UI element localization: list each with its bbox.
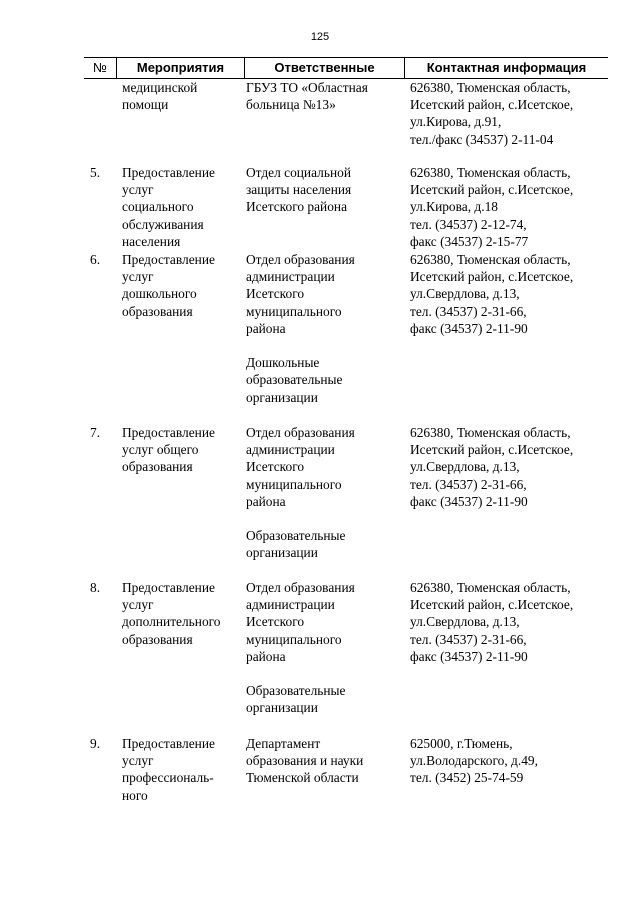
- cell-line: ул.Свердлова, д.13,: [410, 286, 520, 302]
- cell-line: Предоставление: [122, 252, 215, 267]
- contact-cell: [410, 579, 608, 665]
- cell-line: 626380, Тюменская область,: [410, 425, 571, 440]
- cell-line: муниципального: [246, 476, 342, 492]
- cell-line: услуг: [122, 753, 154, 769]
- cell-line: Исетского: [246, 286, 305, 302]
- cell-line: Предоставление: [122, 736, 215, 751]
- cell-line: ул.Кирова, д.18: [410, 199, 498, 215]
- event-cell: [122, 579, 248, 648]
- cell-line: факс (34537) 2-11-90: [410, 648, 528, 664]
- cell-line: образования: [122, 303, 193, 319]
- cell-line: дошкольного: [122, 286, 197, 302]
- cell-line: тел. (34537) 2-31-66,: [410, 303, 527, 319]
- cell-line: тел. (34537) 2-31-66,: [410, 476, 527, 492]
- event-cell: [122, 79, 248, 113]
- cell-line: администрации: [246, 442, 335, 458]
- responsible-cell: [246, 164, 406, 216]
- contact-cell: [410, 735, 608, 787]
- cell-line: организации: [246, 700, 318, 716]
- cell-line: района: [246, 648, 286, 664]
- cell-line: Исетский район, с.Исетское,: [410, 182, 574, 198]
- cell-line: образования: [122, 631, 193, 647]
- cell-line: организации: [246, 389, 318, 405]
- cell-line: тел. (34537) 2-12-74,: [410, 216, 527, 232]
- cell-line: муниципального: [246, 631, 342, 647]
- cell-line: медицинской: [122, 80, 198, 95]
- cell-line: образования и науки: [246, 753, 364, 769]
- cell-line: ул.Кирова, д.91,: [410, 114, 502, 130]
- row-number: 5.: [90, 165, 101, 180]
- cell-line: профессиональ-: [122, 770, 214, 786]
- line-gap: [246, 665, 406, 682]
- row-number: 6.: [90, 252, 101, 267]
- cell-line: Исетского района: [246, 199, 348, 215]
- cell-line: факс (34537) 2-11-90: [410, 320, 528, 336]
- cell-line: Исетский район, с.Исетское,: [410, 442, 574, 458]
- cell-line: тел. (34537) 2-31-66,: [410, 631, 527, 647]
- cell-line: Образовательные: [246, 683, 346, 699]
- cell-line: Предоставление: [122, 580, 215, 595]
- cell-line: Предоставление: [122, 425, 215, 440]
- cell-line: услуг: [122, 269, 154, 285]
- responsible-cell: [246, 251, 406, 406]
- cell-line: Тюменской области: [246, 770, 359, 786]
- cell-line: образования: [122, 459, 193, 475]
- cell-line: 626380, Тюменская область,: [410, 165, 571, 180]
- cell-line: Отдел социальной: [246, 165, 351, 180]
- cell-line: Отдел образования: [246, 425, 355, 440]
- cell-line: района: [246, 493, 286, 509]
- cell-line: Департамент: [246, 736, 321, 751]
- row-number: 8.: [90, 580, 101, 595]
- cell-line: тел./факс (34537) 2-11-04: [410, 131, 554, 147]
- responsible-cell: [246, 735, 406, 787]
- cell-line: 626380, Тюменская область,: [410, 252, 571, 267]
- cell-line: Исетский район, с.Исетское,: [410, 597, 574, 613]
- cell-line: образовательные: [246, 372, 343, 388]
- line-gap: [246, 510, 406, 527]
- header-contact: Контактная информация: [404, 58, 608, 78]
- cell-line: Исетского: [246, 614, 305, 630]
- cell-line: социального: [122, 199, 194, 215]
- cell-line: 626380, Тюменская область,: [410, 80, 571, 95]
- cell-line: обслуживания: [122, 216, 204, 232]
- line-gap: [246, 337, 406, 354]
- header-event: Мероприятия: [116, 58, 244, 78]
- row-number: 9.: [90, 736, 101, 751]
- header-responsible: Ответственные: [244, 58, 404, 78]
- cell-line: Отдел образования: [246, 252, 355, 267]
- event-cell: [122, 735, 248, 804]
- cell-line: организации: [246, 545, 318, 561]
- responsible-cell: [246, 579, 406, 717]
- cell-line: Отдел образования: [246, 580, 355, 595]
- cell-line: услуг: [122, 182, 154, 198]
- contact-cell: [410, 251, 608, 337]
- page-number: 125: [310, 31, 330, 43]
- cell-line: 625000, г.Тюмень,: [410, 736, 513, 751]
- cell-line: Исетский район, с.Исетское,: [410, 269, 574, 285]
- cell-line: больница №13»: [246, 97, 336, 113]
- responsible-cell: [246, 79, 406, 113]
- cell-line: ного: [122, 787, 148, 803]
- event-cell: [122, 251, 248, 320]
- cell-line: Исетский район, с.Исетское,: [410, 97, 574, 113]
- cell-line: района: [246, 320, 286, 336]
- cell-line: Исетского: [246, 459, 305, 475]
- contact-cell: [410, 424, 608, 510]
- header-num: №: [93, 60, 107, 75]
- responsible-cell: [246, 424, 406, 562]
- table-header: [84, 57, 608, 79]
- event-cell: [122, 164, 248, 250]
- cell-line: населения: [122, 233, 181, 249]
- cell-line: факс (34537) 2-15-77: [410, 233, 529, 249]
- cell-line: дополнительного: [122, 614, 221, 630]
- contact-cell: [410, 164, 608, 250]
- contact-cell: [410, 79, 608, 148]
- row-number: 7.: [90, 425, 101, 440]
- cell-line: Образовательные: [246, 528, 346, 544]
- cell-line: администрации: [246, 597, 335, 613]
- cell-line: ул.Свердлова, д.13,: [410, 614, 520, 630]
- event-cell: [122, 424, 248, 476]
- cell-line: администрации: [246, 269, 335, 285]
- cell-line: помощи: [122, 97, 169, 113]
- cell-line: муниципального: [246, 303, 342, 319]
- cell-line: 626380, Тюменская область,: [410, 580, 571, 595]
- cell-line: услуг общего: [122, 442, 199, 458]
- cell-line: Дошкольные: [246, 355, 320, 371]
- cell-line: ГБУЗ ТО «Областная: [246, 80, 368, 95]
- cell-line: ул.Володарского, д.49,: [410, 753, 538, 769]
- cell-line: защиты населения: [246, 182, 352, 198]
- cell-line: ул.Свердлова, д.13,: [410, 459, 520, 475]
- cell-line: факс (34537) 2-11-90: [410, 493, 528, 509]
- cell-line: Предоставление: [122, 165, 215, 180]
- cell-line: услуг: [122, 597, 154, 613]
- cell-line: тел. (3452) 25-74-59: [410, 770, 524, 786]
